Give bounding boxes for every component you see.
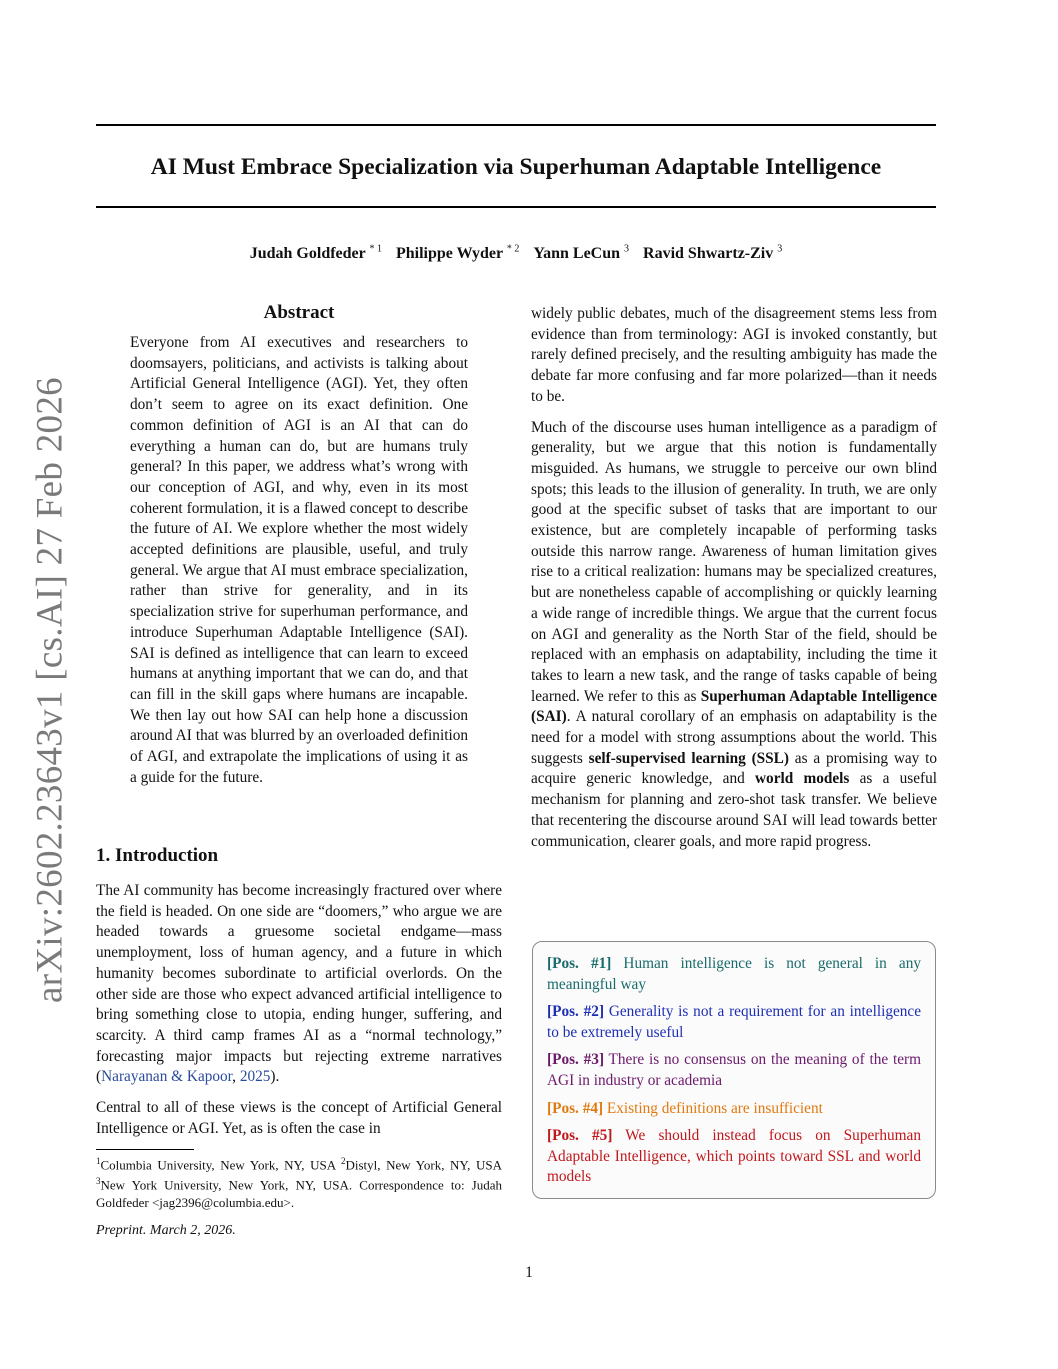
title-bottom-rule: [96, 206, 936, 208]
abstract-text: Everyone from AI executives and researchers to doomsayers, politicians, and activists is talking about Artificial General Intelligence (AGI). Yet, they often don’t seem to agree on its exact definition. One common definition of AGI is an AI that can do everything a human can do, but are humans truly general? In this paper, we address what’s wrong with our conception of AGI, and why, even in its most coherent formulation, it is a flawed concept to describe the future of AI. We explore whether the most widely accepted definitions are plausible, useful, and truly general. We argue that AI must embrace specialization, rather than strive for generality, and in its specialization strive for superhuman performance, and introduce Superhuman Adaptable Intelligence (SAI). SAI is defined as intelligence that can learn to exceed humans at anything important that we can do, and that can fill in the skill gaps where humans are incapable. We then lay out how SAI can help hone a discussion around AI that was blurred by an overloaded definition of AGI, and extrapolate the implications of using it as a guide for the future.: [130, 334, 468, 786]
intro-paragraph: Central to all of these views is the concept of Artificial General Intelligence or AGI. Yet, as is often the case in: [96, 1099, 502, 1137]
position-item: [Pos. #3] There is no consensus on the meaning of the term AGI in industry or academia: [547, 1051, 921, 1089]
body-paragraph: widely public debates, much of the disagreement stems less from evidence than from terminology: AGI is invoked constantly, but rarely defined precisely, and the resulting ambiguity has made the debate far more confusing and far more polarized—than it needs to be.: [531, 305, 937, 405]
footnote-rule: [96, 1149, 194, 1150]
page-number: 1: [525, 1264, 533, 1281]
abstract-heading: Abstract: [263, 302, 335, 323]
preprint-note: Preprint. March 2, 2026.: [96, 1223, 236, 1238]
author: Judah Goldfeder $^{* 1}$: [249, 244, 382, 263]
body-paragraph: Much of the discourse uses human intelligence as a paradigm of generality, but we argue that this notion is fundamentally misguided. As humans, we struggle to perceive our own blind spots; this leads to the illusion of generality. In truth, we are only good at the specific subset of tasks that are important to our existence, but are completely incapable of performing tasks outside this narrow range. Awareness of human limitation gives rise to a critical realization: humans may be specialized creatures, but are nonetheless capable of accomplishing or quickly learning a wide range of incredible things. We argue that the current focus on AGI and generality as the North Star of the field, should be replaced with an emphasis on adaptability, including the time it takes to learn a new task, and the range of tasks capable of being learned. We refer to this as Superhuman Adaptable Intelligence (SAI). A natural corollary of an emphasis on adaptability is the need for a model with strong assumptions about the world. This suggests self-supervised learning (SSL) as a promising way to acquire generic knowledge, and world models as a useful mechanism for planning and zero-shot task transfer. We believe that recentering the discourse around SAI will lead towards better communication, clearer goals, and more rapid progress.: [531, 418, 938, 850]
introduction-body: [96, 881, 502, 1149]
author: Ravid Shwartz-Ziv $^3$: [643, 244, 783, 263]
intro-paragraph: The AI community has become increasingly fractured over where the field is headed. On one side are “doomers,” who argue we are headed towards a gruesome societal endgame—mass unemployment, loss of human agency, and a future in which humanity becomes subordinate to artificial overlords. On the other side are those who expect advanced artificial intelligence to bring something close to utopia, ending hunger, suffering, and scarcity. A third camp frames AI as a “normal technology,” forecasting major impacts but rejecting extreme narratives (Narayanan & Kapoor, 2025).: [96, 882, 502, 1086]
position-item: [Pos. #2] Generality is not a requirement for an intelligence to be extremely useful: [547, 1003, 921, 1041]
title-top-rule: [96, 124, 936, 126]
author: Philippe Wyder $^{* 2}$: [395, 244, 520, 263]
citation-link[interactable]: Narayanan & Kapoor, 2025: [101, 1068, 271, 1086]
author: Yann LeCun $^3$: [533, 244, 630, 263]
author-list: [96, 244, 936, 263]
arxiv-sidebar: [20, 377, 80, 1003]
affiliation-footnote: $^1$Columbia University, New York, NY, USA $^2$Distyl, New York, NY, USA $^3$New York University, New York, NY, USA. Correspondence to: Judah Goldfeder <jag2396@columbia.edu>.: [96, 1156, 502, 1210]
position-item: [Pos. #4] Existing definitions are insufficient: [547, 1100, 823, 1117]
position-item: [Pos. #1] Human intelligence is not general in any meaningful way: [547, 955, 921, 993]
right-column-body: [531, 304, 937, 862]
arxiv-identifier: arXiv:2602.23643v1 [cs.AI] 27 Feb 2026: [29, 377, 71, 1003]
paper-title: AI Must Embrace Specialization via Superhuman Adaptable Intelligence: [150, 154, 882, 180]
section-heading: 1. Introduction: [96, 845, 219, 866]
position-item: [Pos. #5] We should instead focus on Superhuman Adaptable Intelligence, which points toward SSL and world models: [547, 1127, 921, 1186]
